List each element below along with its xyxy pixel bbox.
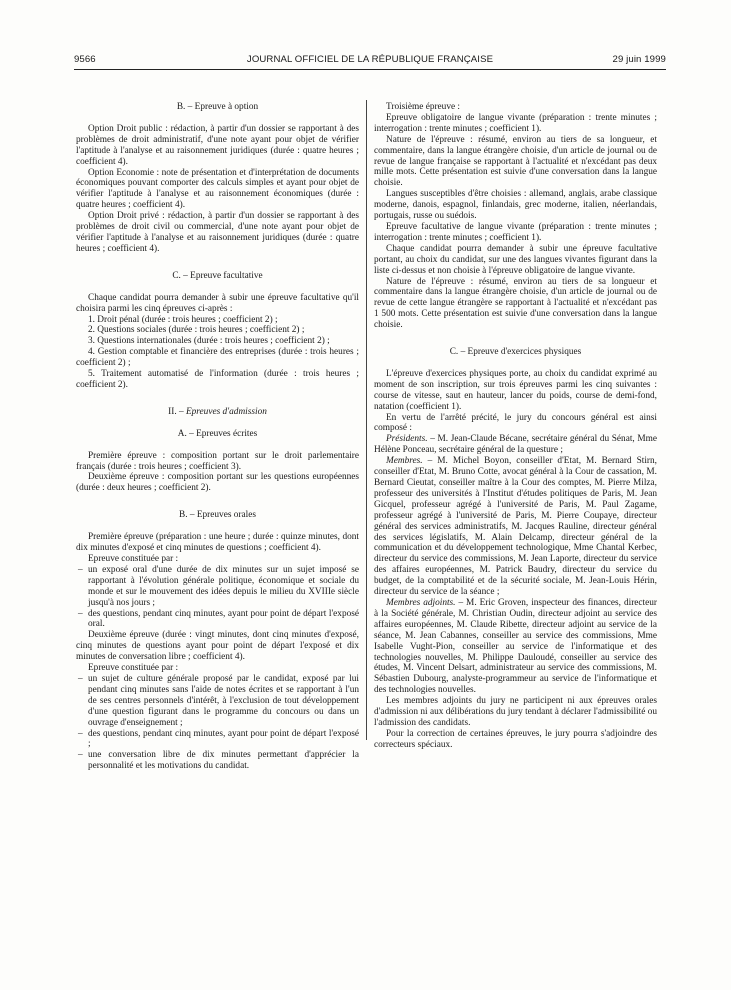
paragraph: En vertu de l'arrêté précité, le jury du concours général est ainsi composé : [374,412,657,434]
paragraph: Chaque candidat pourra demander à subir une épreuve facultative portant, au choix du candidat, sur une des langues vivantes figurant dans la liste ci-dessus et non choisie à l'épreuve obligatoire de langue vivante. [374,243,657,276]
paragraph: Nature de l'épreuve : résumé, environ au tiers de sa longueur, et commentaire, dans la langue étrangère choisie, d'un article de journal ou de revue de langue française se rapportant à l'actualité et n'excédant pas deux mille mots. Cette présentation est suivie d'une conversation dans la langue choisie. [374,134,657,189]
part-title: Epreuves d'admission [185,406,267,417]
presidents-label: Présidents. [386,434,428,445]
paragraph: Nature de l'épreuve : résumé, environ au tiers de sa longueur et commentaire dans la langue étrangère choisie, d'un article de journal ou de revue de cette langue étrangère se rapportant à l'actualité et n'excédant pas 1 500 mots. Cette présentation est suivie d'une conversation dans la langue choisie. [374,276,657,331]
paragraph: Epreuve obligatoire de langue vivante (préparation : trente minutes ; interrogation : trente minutes ; coefficient 1). [374,112,657,134]
members-label: Membres. [386,456,423,467]
right-column [374,102,657,751]
jury-presidents [374,434,657,456]
section-heading: B. – Epreuve à option [176,102,259,112]
paragraph: Langues susceptibles d'être choisies : allemand, anglais, arabe classique moderne, danois, espagnol, finlandais, grec moderne, italien, néerlandais, portugais, russe ou suédois. [374,189,657,222]
list-item: – des questions, pendant cinq minutes, ayant pour point de départ l'exposé ; [76,729,359,751]
paragraph: L'épreuve d'exercices physiques porte, au choix du candidat exprimé au moment de son inscription, sur trois épreuves parmi les cinq suivantes : course de vitesse, saut en hauteur, lancer du poids, course de demi-fond, natation (coefficient 1). [374,368,657,412]
left-column [76,102,359,772]
section-heading: C. – Epreuve d'exercices physiques [449,347,582,358]
list-item: 4. Gestion comptable et financière des entreprises (durée : trois heures ; coefficient 2) ; [76,347,359,369]
journal-title: JOURNAL OFFICIEL DE LA RÉPUBLIQUE FRANÇAISE [246,54,494,65]
dash-list [76,565,359,630]
section-heading: A. – Epreuves écrites [177,428,258,439]
members-text: – M. Michel Boyon, conseiller d'Etat, M. Bernard Stirn, conseiller d'Etat, M. Bruno Cotte, avocat général à la Cour de cassation, M. Bernard Cieutat, conseiller maître à la Cour des comptes, M. Pierre Milza, professeur des universités à l'Institut d'études politiques de Paris, M. Jean Gicquel, professeur agrégé à l'université de Paris, M. Paul Zagame, professeur agrégé à l'université de Paris, M. Pierre Coupaye, directeur général des services administratifs, M. Jacques Rauline, directeur général des services législatifs, M. Alain Delcamp, directeur général de la communication et du développement technologique, Mme Chantal Kerbec, directeur du service des commissions, M. Jean Laporte, directeur du service des affaires européennes, M. Patrick Baudry, directeur du service du budget, de la comptabilité et de la sécurité sociale, M. Jean-Louis Hérin, directeur du service de la séance ; [374,456,657,598]
paragraph: Deuxième épreuve (durée : vingt minutes, dont cinq minutes d'exposé, cinq minutes de questions ayant pour point de départ l'exposé et dix minutes de conversation libre ; coefficient 4). [76,630,359,663]
paragraph: Première épreuve (préparation : une heure ; durée : quinze minutes, dont dix minutes d'exposé et cinq minutes de questions ; coefficient 4). [76,532,359,554]
page-header [74,54,666,68]
list-item: – un sujet de culture générale proposé par le candidat, exposé par lui pendant cinq minutes sans l'aide de notes écrites et se rapportant à l'un de ses centres personnels d'intérêt, à l'exclusion de tout développement d'une question figurant dans le programme du concours ou dans un ouvrage d'enseignement ; [76,674,359,729]
paragraph: Option Economie : note de présentation et d'interprétation de documents économiques pouvant comporter des calculs simples et ayant pour objet de vérifier l'aptitude à l'analyse et au raisonnement économiques (durée : quatre heures ; coefficient 4). [76,167,359,211]
paragraph: Pour la correction de certaines épreuves, le jury pourra s'adjoindre des correcteurs spéciaux. [374,728,657,750]
paragraph: Deuxième épreuve : composition portant sur les questions européennes (durée : deux heures ; coefficient 2). [76,472,359,494]
part-number: II. – [168,406,186,417]
dash-list [76,674,359,772]
adjoints-text: – M. Eric Groven, inspecteur des finances, directeur à la Société générale, M. Christian Oudin, directeur adjoint au service des affaires européennes, M. Claude Ribette, directeur adjoint au service de la séance, M. Jean Cabannes, conseiller au service des commissions, Mme Isabelle Vught-Pion, conseiller au service de l'informatique et des technologies nouvelles, M. Philippe Dauloudé, conseiller au service des études, M. Vincent Delsart, administrateur au service des commissions, M. Sébastien Dubourg, analyste-programmeur au service de l'informatique et des technologies nouvelles. [374,597,657,696]
presidents-text: – M. Jean-Claude Bécane, secrétaire général du Sénat, Mme Hélène Ponceau, secrétaire général de la questure ; [374,434,657,456]
list-item: – une conversation libre de dix minutes permettant d'apprécier la personnalité et les motivations du candidat. [76,750,359,772]
paragraph: Epreuve constituée par : [88,663,179,674]
list-item: – des questions, pendant cinq minutes, ayant pour point de départ l'exposé oral. [76,609,359,631]
header-rule [74,69,666,70]
adjoints-label: Membres adjoints. [386,597,456,608]
paragraph: Les membres adjoints du jury ne participent ni aux épreuves orales d'admission ni aux délibérations du jury tendant à déclarer l'admissibilité ou l'admission des candidats. [374,696,657,728]
part-heading [76,407,359,418]
paragraph: Option Droit privé : rédaction, à partir d'un dossier se rapportant à des problèmes de droit civil ou commercial, d'une note ayant pour objet de vérifier l'aptitude à l'analyse et au raisonnement juridiques (durée : quatre heures ; coefficient 4). [76,211,359,254]
paragraph: Troisième épreuve : [386,102,461,112]
publication-date: 29 juin 1999 [612,54,666,65]
paragraph: Première épreuve : composition portant sur le droit parlementaire français (durée : trois heures ; coefficient 3). [76,450,359,472]
list-item: 5. Traitement automatisé de l'information (durée : trois heures ; coefficient 2). [76,369,359,390]
list-item: 3. Questions internationales (durée : trois heures ; coefficient 2) ; [88,336,330,347]
section-heading: B. – Epreuves orales [179,510,256,521]
page-number: 9566 [74,54,96,65]
jury-members [374,456,657,598]
column-divider [366,100,367,740]
paragraph: Option Droit public : rédaction, à partir d'un dossier se rapportant à des problèmes de droit administratif, d'une note ayant pour objet de vérifier l'aptitude à l'analyse et au raisonnement juridiques (durée : quatre heures ; coefficient 4). [76,123,359,167]
list-item: 2. Questions sociales (durée : trois heures ; coefficient 2) ; [88,325,305,336]
section-heading: C. – Epreuve facultative [172,270,263,281]
list-item: – un exposé oral d'une durée de dix minutes sur un sujet imposé se rapportant à l'évolution générale politique, économique et sociale du monde et sur le mouvement des idées depuis le milieu du XVIIIe siècle jusqu'à nos jours ; [76,565,359,609]
numbered-list [76,315,359,391]
paragraph: Epreuve constituée par : [88,554,179,564]
list-item: 1. Droit pénal (durée : trois heures ; coefficient 2) ; [88,314,278,325]
paragraph: Epreuve facultative de langue vivante (préparation : trente minutes ; interrogation : trente minutes ; coefficient 1). [374,221,657,243]
paragraph: Chaque candidat pourra demander à subir une épreuve facultative qu'il choisira parmi les cinq épreuves ci-après : [76,292,359,314]
jury-adjoints [374,598,657,696]
